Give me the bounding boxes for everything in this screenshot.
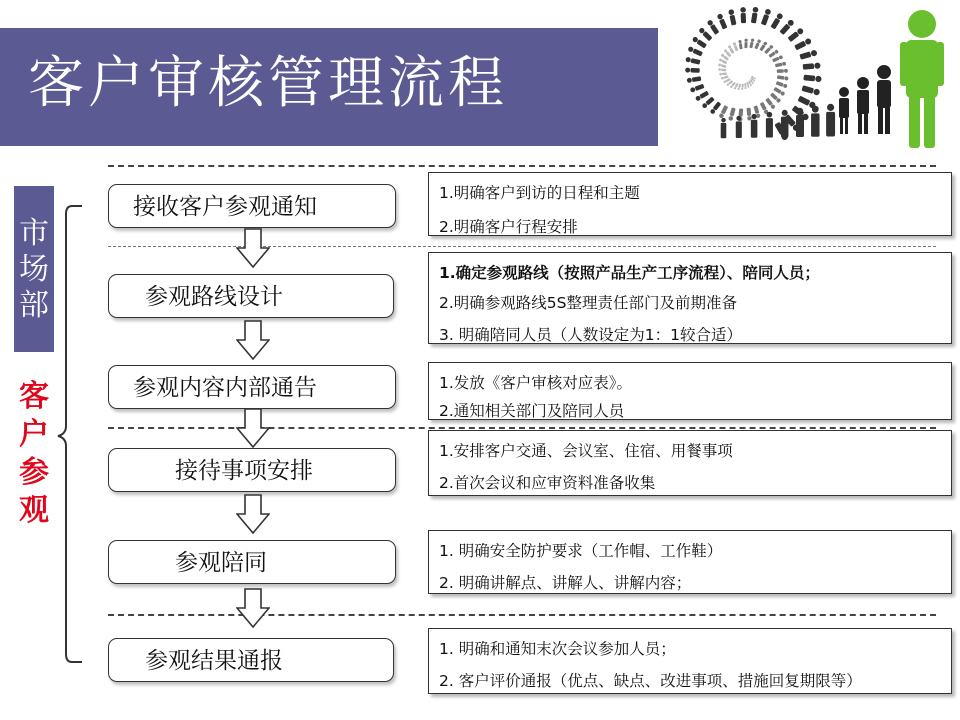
note-line: 1. 明确和通知末次会议参加人员； bbox=[439, 640, 676, 658]
note-line: 2. 明确讲解点、讲解人、讲解内容； bbox=[439, 574, 692, 592]
note-line: 2.明确参观路线5S整理责任部门及前期准备 bbox=[439, 294, 737, 312]
step-box-route-design: 参观路线设计 bbox=[108, 274, 394, 318]
step-box-receive-notice: 接收客户参观通知 bbox=[108, 184, 396, 228]
down-arrow-icon bbox=[236, 408, 270, 448]
down-arrow-icon bbox=[236, 588, 270, 628]
note-line: 1.确定参观路线（按照产品生产工序流程）、陪同人员； bbox=[439, 264, 820, 282]
side-dept-char: 部 bbox=[19, 288, 49, 323]
note-line: 1.发放《客户审核对应表》。 bbox=[439, 374, 633, 392]
marketing-dept-label bbox=[14, 186, 54, 352]
note-box-receive-notice bbox=[428, 172, 952, 236]
side-dept-char: 市 bbox=[19, 216, 49, 251]
step-box-result-report: 参观结果通报 bbox=[108, 638, 394, 682]
note-line: 2.通知相关部门及陪同人员 bbox=[439, 402, 625, 420]
down-arrow-icon bbox=[236, 228, 270, 268]
step-box-internal-notice: 参观内容内部通告 bbox=[108, 365, 396, 409]
down-arrow-icon bbox=[236, 320, 270, 360]
separator-line bbox=[108, 427, 936, 429]
side-dept-char: 场 bbox=[19, 252, 49, 287]
note-line: 1.安排客户交通、会议室、住宿、用餐事项 bbox=[439, 442, 733, 460]
note-line: 2.明确客户行程安排 bbox=[439, 218, 578, 236]
note-box-reception-arrangement bbox=[428, 430, 952, 496]
separator-line bbox=[108, 246, 936, 247]
separator-line bbox=[108, 614, 936, 616]
side-visit-char: 户 bbox=[19, 417, 49, 452]
side-visit-char: 观 bbox=[19, 493, 49, 528]
note-line: 3. 明确陪同人员（人数设定为1：1较合适） bbox=[439, 326, 742, 344]
note-box-route-design bbox=[428, 252, 952, 344]
note-line: 1.明确客户到访的日程和主题 bbox=[439, 184, 640, 202]
down-arrow-icon bbox=[236, 494, 270, 534]
side-visit-char: 参 bbox=[19, 455, 49, 490]
step-box-visit-accompany: 参观陪同 bbox=[108, 540, 396, 584]
note-box-result-report bbox=[428, 628, 952, 694]
note-line: 2. 客户评价通报（优点、缺点、改进事项、措施回复期限等） bbox=[439, 672, 862, 690]
note-line: 2.首次会议和应审资料准备收集 bbox=[439, 474, 656, 492]
note-box-internal-notice bbox=[428, 362, 952, 420]
side-visit-char: 客 bbox=[19, 379, 49, 414]
people-spiral-icon bbox=[660, 0, 960, 150]
page-title: 客户审核管理流程 bbox=[28, 51, 508, 116]
note-line: 1. 明确安全防护要求（工作帽、工作鞋） bbox=[439, 542, 723, 560]
note-box-visit-accompany bbox=[428, 530, 952, 594]
customer-visit-label bbox=[14, 378, 54, 530]
separator-line bbox=[108, 165, 936, 167]
left-brace bbox=[56, 200, 86, 670]
step-box-reception-arrangement: 接待事项安排 bbox=[108, 448, 396, 492]
